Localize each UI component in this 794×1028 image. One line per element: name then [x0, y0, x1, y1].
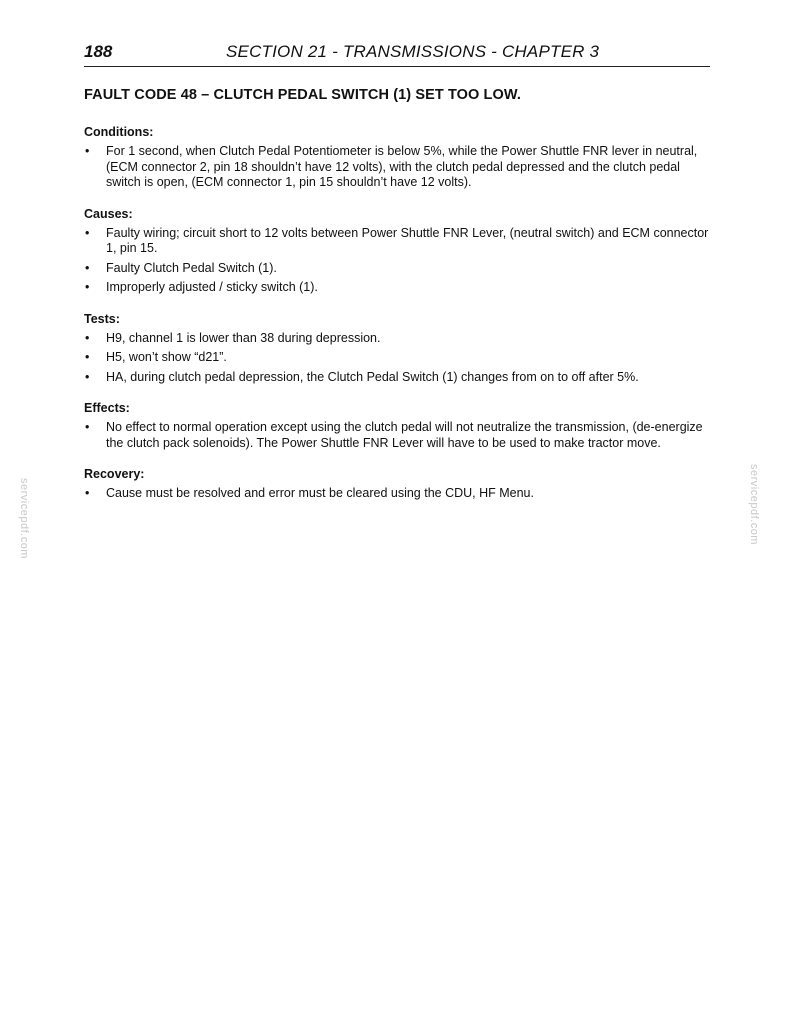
list-item	[84, 280, 714, 296]
effects-section	[84, 401, 714, 451]
page-number: 188	[84, 42, 113, 61]
list-item-text: H5, won’t show “d21”.	[106, 350, 227, 364]
watermark-left: servicepdf.com	[18, 478, 30, 559]
list-item-text: Faulty Clutch Pedal Switch (1).	[106, 260, 277, 275]
bullet-icon: •	[85, 144, 90, 158]
list-item	[84, 144, 714, 191]
bullet-icon: •	[85, 260, 90, 275]
list-item	[84, 261, 714, 277]
list-item-text: Cause must be resolved and error must be cleared using the CDU, HF Menu.	[106, 486, 534, 500]
bullet-icon: •	[85, 280, 90, 294]
page-header	[84, 42, 710, 67]
bullet-icon: •	[85, 225, 90, 240]
recovery-list	[84, 486, 714, 502]
section-title: SECTION 21 - TRANSMISSIONS - CHAPTER 3	[226, 42, 600, 61]
causes-list	[84, 226, 714, 296]
list-item-text: Faulty wiring; circuit short to 12 volts between Power Shuttle FNR Lever, (neutral switch) and ECM connector 1, pin 15.	[106, 225, 709, 255]
section-heading: Effects:	[84, 401, 130, 415]
section-heading: Conditions:	[84, 125, 154, 139]
section-heading: Causes:	[84, 206, 133, 221]
section-heading: Tests:	[84, 311, 120, 326]
list-item-text: For 1 second, when Clutch Pedal Potentiometer is below 5%, while the Power Shuttle FNR lever in neutral, (ECM connector 2, pin 18 shouldn’t have 12 volts), with the clutch pedal depressed and the clutch pedal switch is open, (ECM connector 1, pin 15 shouldn’t have 12 volts).	[106, 144, 698, 189]
list-item	[84, 350, 714, 366]
bullet-icon: •	[85, 330, 90, 345]
list-item	[84, 370, 714, 386]
bullet-icon: •	[85, 350, 90, 364]
bullet-icon: •	[85, 369, 90, 384]
bullet-icon: •	[85, 420, 90, 434]
page-content	[84, 87, 714, 518]
list-item-text: H9, channel 1 is lower than 38 during depression.	[106, 330, 381, 345]
tests-section	[84, 312, 714, 386]
list-item	[84, 226, 714, 257]
bullet-icon: •	[85, 486, 90, 500]
tests-list	[84, 331, 714, 386]
effects-list	[84, 420, 714, 451]
fault-title: FAULT CODE 48 – CLUTCH PEDAL SWITCH (1) SET TOO LOW.	[84, 87, 521, 103]
list-item	[84, 331, 714, 347]
recovery-section	[84, 467, 714, 502]
conditions-list	[84, 144, 714, 191]
causes-section	[84, 207, 714, 296]
list-item-text: Improperly adjusted / sticky switch (1).	[106, 280, 318, 294]
watermark-right: servicepdf.com	[748, 464, 760, 545]
conditions-section	[84, 125, 714, 191]
list-item	[84, 486, 714, 502]
list-item	[84, 420, 714, 451]
list-item-text: HA, during clutch pedal depression, the Clutch Pedal Switch (1) changes from on to off after 5%.	[106, 369, 639, 384]
section-heading: Recovery:	[84, 467, 145, 481]
list-item-text: No effect to normal operation except using the clutch pedal will not neutralize the transmission, (de-energize the clutch pack solenoids). The Power Shuttle FNR Lever will have to be used to make tractor move.	[106, 420, 703, 450]
